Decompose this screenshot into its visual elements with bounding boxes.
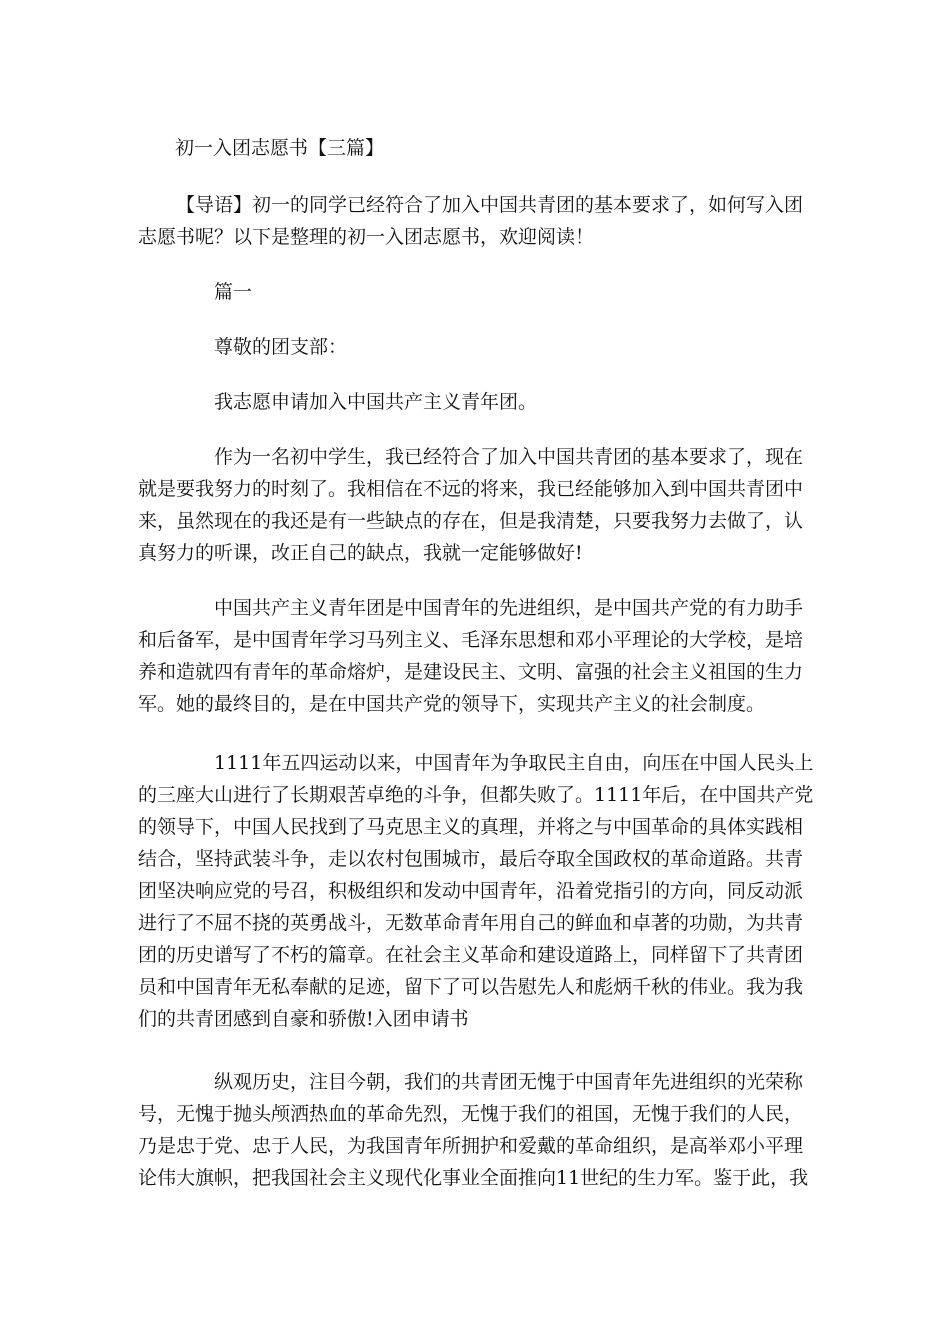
intro-line: 【导语】初一的同学已经符合了加入中国共青团的基本要求了，如何写入团	[176, 194, 804, 216]
paragraph-line: 就是要我努力的时刻了。我相信在不远的将来，我已经能够加入到中国共青团中	[138, 478, 804, 500]
paragraph-line: 的领导下，中国人民找到了马克思主义的真理，并将之与中国革命的具体实践相	[138, 816, 804, 838]
paragraph-line: 我志愿申请加入中国共产主义青年团。	[214, 391, 538, 413]
paragraph-3	[138, 592, 818, 720]
paragraph-line: 进行了不屈不挠的英勇战斗，无数革命青年用自己的鲜血和卓著的功勋，为共青	[138, 912, 804, 934]
paragraph-line: 的三座大山进行了长期艰苦卓绝的斗争，但都失败了。1111年后，在中国共产党	[138, 784, 814, 806]
salutation	[138, 331, 818, 363]
paragraph-5	[138, 1066, 818, 1194]
section-label	[138, 276, 818, 308]
paragraph-2	[138, 441, 818, 569]
paragraph-line: 团坚决响应党的号召，积极组织和发动中国青年，沿着党指引的方向，同反动派	[138, 880, 804, 902]
paragraph-line: 作为一名初中学生，我已经符合了加入中国共青团的基本要求了，现在	[214, 446, 804, 468]
paragraph-line: 养和造就四有青年的革命熔炉，是建设民主、文明、富强的社会主义祖国的生力	[138, 661, 804, 683]
paragraph-1	[138, 386, 818, 418]
paragraph-line: 们的共青团感到自豪和骄傲!入团申请书	[138, 1008, 469, 1030]
section-label-text: 篇一	[214, 281, 253, 303]
paragraph-line: 员和中国青年无私奉献的足迹，留下了可以告慰先人和彪炳千秋的伟业。我为我	[138, 976, 804, 998]
paragraph-4	[138, 747, 818, 1035]
paragraph-line: 真努力的听课，改正自己的缺点，我就一定能够做好!	[138, 542, 583, 564]
paragraph-line: 和后备军，是中国青年学习马列主义、毛泽东思想和邓小平理论的大学校，是培	[138, 629, 804, 651]
intro-paragraph	[138, 189, 818, 253]
paragraph-line: 乃是忠于党、忠于人民，为我国青年所拥护和爱戴的革命组织，是高举邓小平理	[138, 1135, 804, 1157]
paragraph-line: 中国共产主义青年团是中国青年的先进组织，是中国共产党的有力助手	[214, 597, 804, 619]
paragraph-line: 纵观历史，注目今朝，我们的共青团无愧于中国青年先进组织的光荣称	[214, 1071, 804, 1093]
paragraph-line: 1111年五四运动以来，中国青年为争取民主自由，向压在中国人民头上	[214, 752, 814, 774]
paragraph-line: 结合，坚持武装斗争，走以农村包围城市，最后夺取全国政权的革命道路。共青	[138, 848, 804, 870]
paragraph-line: 论伟大旗帜，把我国社会主义现代化事业全面推向11世纪的生力军。鉴于此，我	[138, 1167, 809, 1189]
paragraph-line: 号，无愧于抛头颅洒热血的革命先烈，无愧于我们的祖国，无愧于我们的人民，	[138, 1103, 804, 1125]
intro-line: 志愿书呢？以下是整理的初一入团志愿书，欢迎阅读！	[138, 226, 595, 248]
paragraph-line: 来，虽然现在的我还是有一些缺点的存在，但是我清楚，只要我努力去做了，认	[138, 510, 804, 532]
paragraph-line: 军。她的最终目的，是在中国共产党的领导下，实现共产主义的社会制度。	[138, 693, 766, 715]
salutation-text: 尊敬的团支部：	[214, 336, 348, 358]
paragraph-line: 团的历史谱写了不朽的篇章。在社会主义革命和建设道路上，同样留下了共青团	[138, 944, 804, 966]
document-title: 初一入团志愿书【三篇】	[175, 137, 385, 159]
